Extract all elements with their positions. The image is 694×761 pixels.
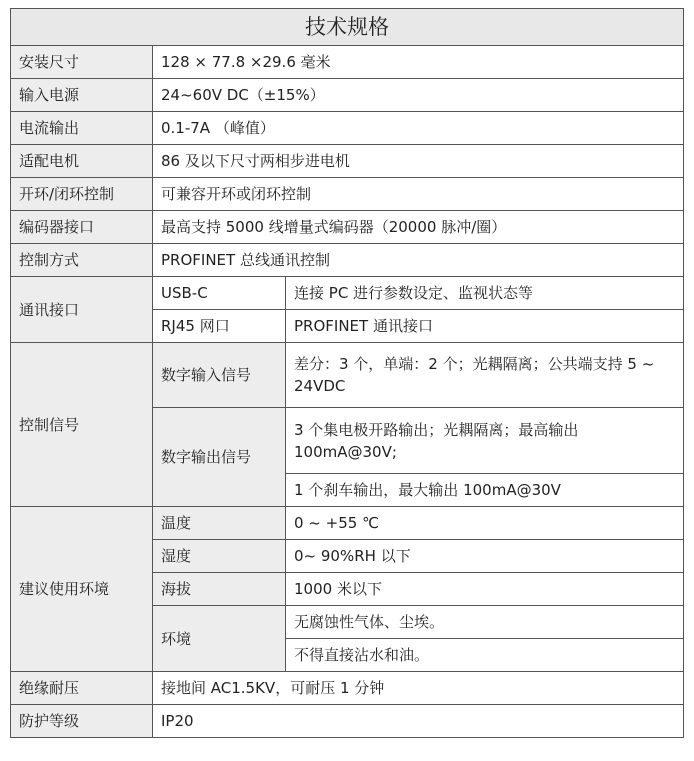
row-value: 差分：3 个，单端：2 个；光耦隔离；公共端支持 5 ~ 24VDC (286, 343, 684, 408)
row-label: 建议使用环境 (11, 507, 153, 672)
row-value: 3 个集电极开路输出；光耦隔离；最高输出 100mA@30V; (286, 408, 684, 474)
row-label: 编码器接口 (11, 211, 153, 244)
sub-label: 数字输入信号 (153, 343, 286, 408)
row-value: 不得直接沾水和油。 (286, 639, 684, 672)
row-label: 控制信号 (11, 343, 153, 507)
sub-label: 海拔 (153, 573, 286, 606)
row-value: 无腐蚀性气体、尘埃。 (286, 606, 684, 639)
row-value: 接地间 AC1.5KV，可耐压 1 分钟 (153, 672, 684, 705)
row-value: 24~60V DC（±15%） (153, 79, 684, 112)
table-row (11, 343, 684, 408)
table-row (11, 211, 684, 244)
row-value: PROFINET 总线通讯控制 (153, 244, 684, 277)
row-label: 适配电机 (11, 145, 153, 178)
row-label: 电流输出 (11, 112, 153, 145)
table-row (11, 178, 684, 211)
row-value: 0 ~ +55 ℃ (286, 507, 684, 540)
row-label: 开环/闭环控制 (11, 178, 153, 211)
row-value: 最高支持 5000 线增量式编码器（20000 脉冲/圈） (153, 211, 684, 244)
table-row (11, 112, 684, 145)
sub-label: 温度 (153, 507, 286, 540)
row-label: 控制方式 (11, 244, 153, 277)
row-label: 通讯接口 (11, 277, 153, 343)
table-row (11, 46, 684, 79)
table-row (11, 277, 684, 310)
table-row (11, 507, 684, 540)
spec-table (10, 8, 684, 738)
row-value: IP20 (153, 705, 684, 738)
table-title: 技术规格 (11, 9, 684, 46)
row-value: 128 × 77.8 ×29.6 毫米 (153, 46, 684, 79)
row-label: 防护等级 (11, 705, 153, 738)
row-label: 安装尺寸 (11, 46, 153, 79)
row-value: 1 个刹车输出，最大输出 100mA@30V (286, 474, 684, 507)
row-value: 0~ 90%RH 以下 (286, 540, 684, 573)
sub-label: RJ45 网口 (153, 310, 286, 343)
sub-label: 环境 (153, 606, 286, 672)
sub-label: 数字输出信号 (153, 408, 286, 507)
row-label: 输入电源 (11, 79, 153, 112)
row-value: 连接 PC 进行参数设定、监视状态等 (286, 277, 684, 310)
sub-label: 湿度 (153, 540, 286, 573)
table-row (11, 79, 684, 112)
table-row (11, 244, 684, 277)
row-value: 1000 米以下 (286, 573, 684, 606)
row-value: PROFINET 通讯接口 (286, 310, 684, 343)
table-row (11, 672, 684, 705)
row-value: 可兼容开环或闭环控制 (153, 178, 684, 211)
sub-label: USB-C (153, 277, 286, 310)
row-value: 0.1-7A （峰值） (153, 112, 684, 145)
table-row (11, 705, 684, 738)
row-label: 绝缘耐压 (11, 672, 153, 705)
title-row (11, 9, 684, 46)
table-row (11, 145, 684, 178)
row-value: 86 及以下尺寸两相步进电机 (153, 145, 684, 178)
